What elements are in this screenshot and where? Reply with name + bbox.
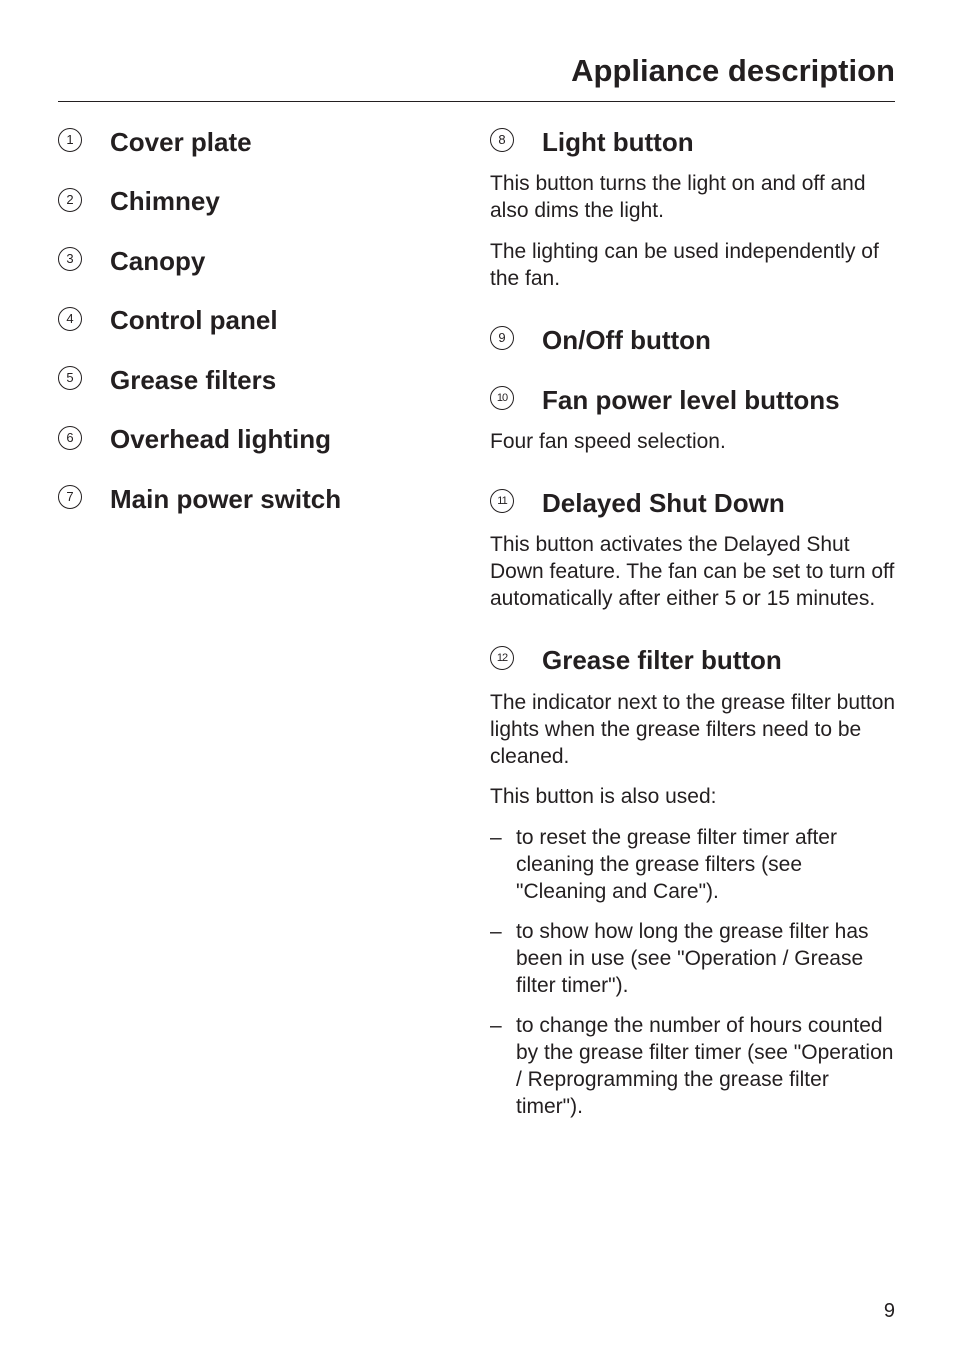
item-number-badge: 12	[490, 646, 514, 670]
item-label: Chimney	[110, 186, 220, 216]
bullet-text: to reset the grease filter timer after cleaning the grease filters (see "Cleaning and Care").	[516, 826, 837, 903]
section-paragraph: This button activates the Delayed Shut Down feature. The fan can be set to turn off automatically after either 5 or 15 minutes.	[490, 533, 895, 610]
section-heading	[490, 124, 896, 160]
item-number-badge: 3	[58, 247, 82, 271]
list-item	[490, 824, 896, 905]
section-paragraph: The indicator next to the grease filter button lights when the grease filters need to be cleaned.	[490, 691, 896, 768]
section-grease-filter-button	[490, 642, 896, 1120]
item-number-badge: 9	[490, 326, 514, 350]
section-heading	[490, 382, 896, 418]
bullet-dash: –	[490, 920, 502, 943]
list-item	[58, 184, 458, 220]
controls-description	[490, 124, 896, 1120]
section-heading	[490, 642, 896, 678]
item-number-badge: 1	[58, 128, 82, 152]
section-light-button	[490, 124, 896, 292]
header-rule	[58, 101, 895, 102]
item-label: Canopy	[110, 245, 206, 276]
parts-list	[58, 124, 458, 541]
item-number-badge: 7	[58, 485, 82, 509]
section-title: Delayed Shut Down	[542, 487, 785, 518]
bullet-text: to change the number of hours counted by the grease filter timer (see "Operation / Reprogramming the grease filter timer").	[516, 1014, 894, 1118]
list-item	[58, 362, 458, 398]
item-number-badge: 11	[490, 489, 514, 513]
section-onoff-button	[490, 322, 896, 358]
list-item	[490, 918, 896, 999]
item-number-badge: 4	[58, 307, 82, 331]
bullet-dash: –	[490, 826, 502, 849]
list-item	[58, 124, 458, 160]
item-number-badge: 8	[490, 128, 514, 152]
section-title: On/Off button	[542, 324, 711, 355]
page-number: 9	[883, 1300, 895, 1322]
list-item	[58, 481, 458, 517]
section-heading	[490, 322, 896, 358]
section-paragraph: Four fan speed selection.	[490, 430, 726, 453]
section-fan-power	[490, 382, 896, 455]
item-label: Cover plate	[110, 126, 252, 157]
bullet-dash: –	[490, 1014, 502, 1037]
section-delayed-shutdown	[490, 485, 896, 612]
list-item	[58, 243, 458, 279]
item-label: Main power switch	[110, 483, 342, 514]
list-item	[58, 303, 458, 339]
section-title: Light button	[542, 126, 694, 157]
item-label: Grease filters	[110, 364, 277, 395]
item-label: Overhead lighting	[110, 424, 332, 454]
bullet-text: to show how long the grease filter has been in use (see "Operation / Grease filter timer").	[516, 920, 869, 997]
list-item	[490, 1012, 896, 1120]
section-paragraph: The lighting can be used independently of the fan.	[490, 240, 879, 290]
item-number-badge: 10	[490, 386, 514, 410]
item-number-badge: 2	[58, 188, 82, 212]
item-number-badge: 5	[58, 366, 82, 390]
section-title: Fan power level buttons	[542, 384, 840, 415]
item-number-badge: 6	[58, 426, 82, 450]
section-title: Grease filter button	[542, 644, 782, 675]
item-label: Control panel	[110, 305, 278, 335]
section-paragraph: This button is also used:	[490, 785, 717, 808]
page-title: Appliance description	[571, 53, 895, 88]
list-item	[58, 422, 458, 458]
section-paragraph: This button turns the light on and off and also dims the light.	[490, 172, 866, 222]
section-heading	[490, 485, 896, 521]
